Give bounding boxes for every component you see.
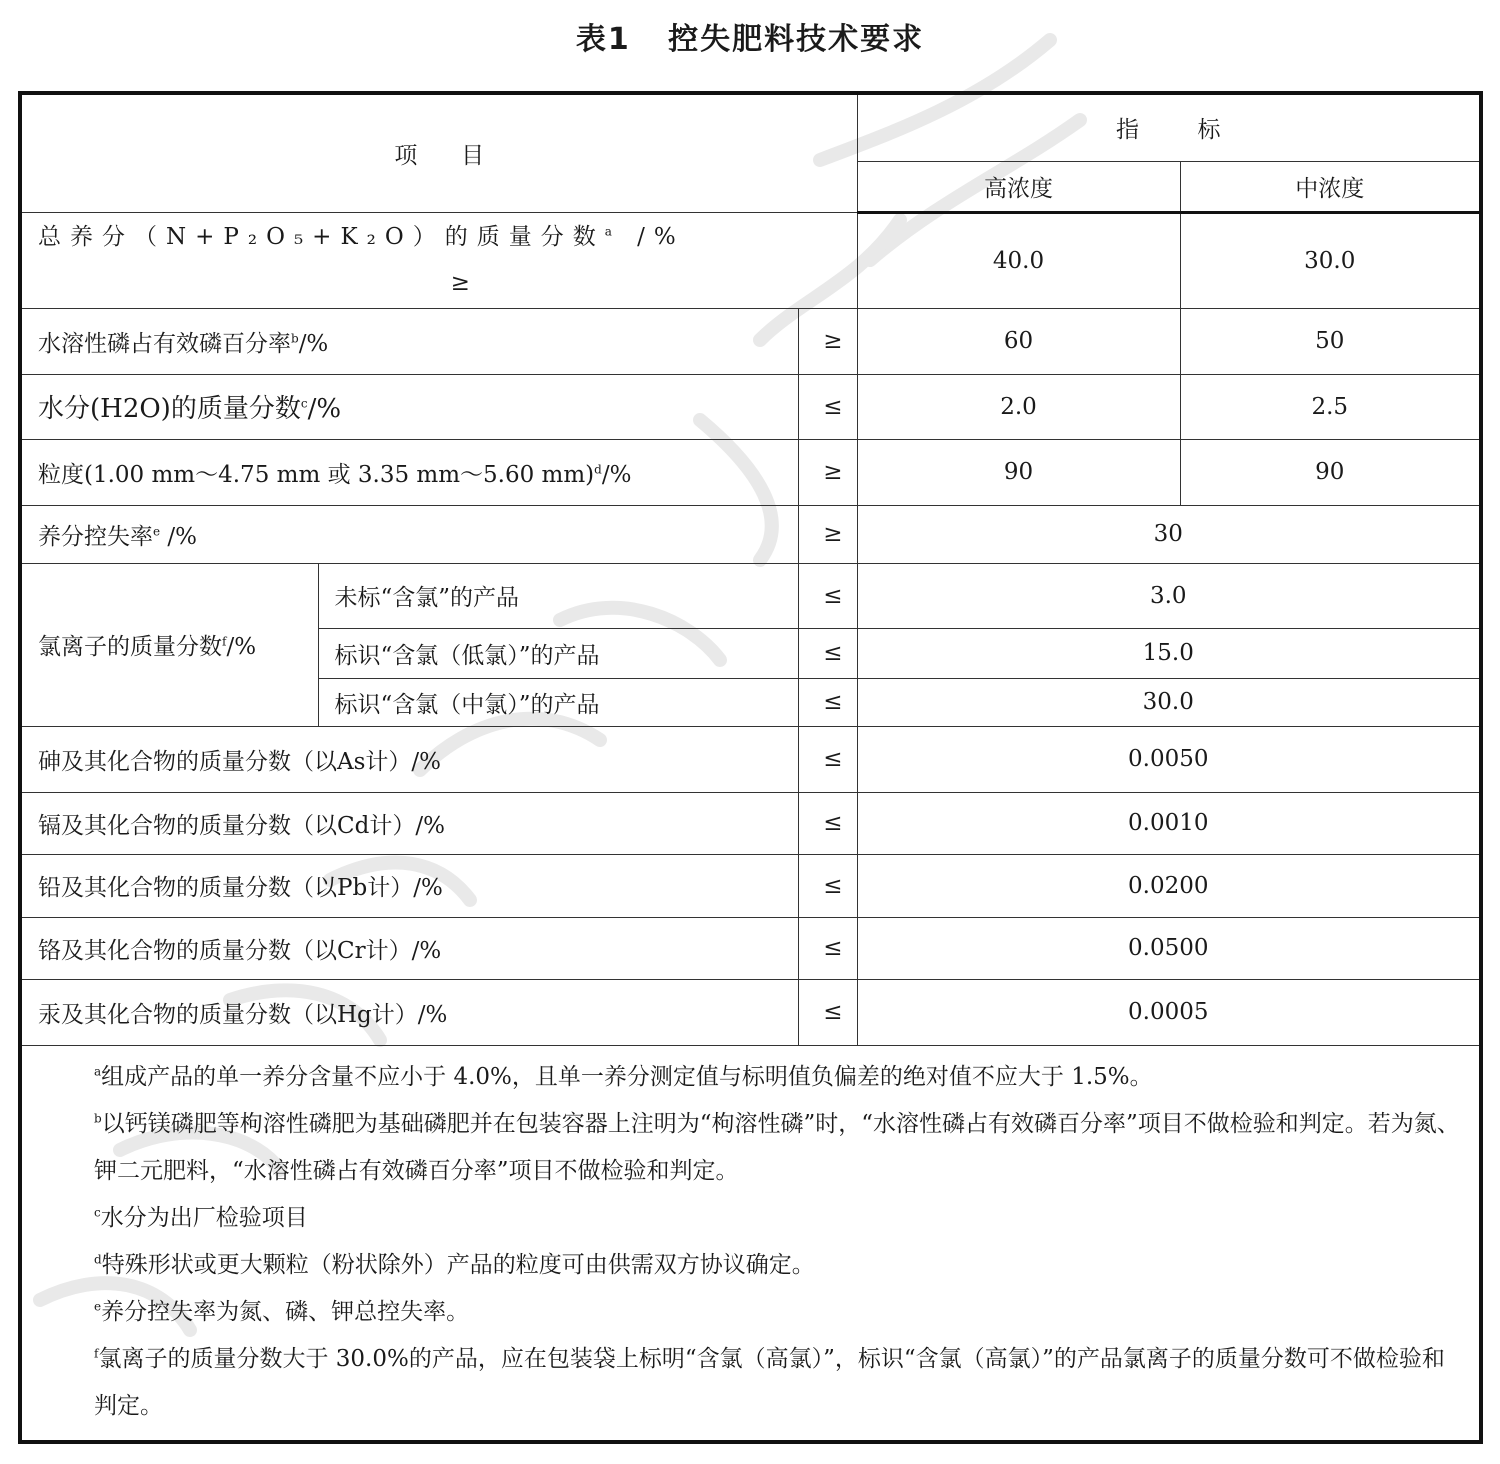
cell-mid: 30.0 bbox=[1180, 212, 1479, 308]
cell-value: 30 bbox=[857, 505, 1479, 563]
row-label-chromium: 铬及其化合物的质量分数（以Cr计）/% bbox=[22, 917, 798, 979]
symbol: ≤ bbox=[798, 792, 857, 854]
sub-label-low-chlorine: 标识“含氯（低氯）”的产品 bbox=[318, 628, 798, 678]
row-label-cadmium: 镉及其化合物的质量分数（以Cd计）/% bbox=[22, 792, 798, 854]
cell-high: 60 bbox=[857, 308, 1180, 374]
row-label-loss-control: 养分控失率$^e$ /% bbox=[22, 505, 798, 563]
row-label-water-soluble-p: 水溶性磷占有效磷百分率$^b$/% bbox=[22, 308, 798, 374]
symbol: ≤ bbox=[798, 917, 857, 979]
table-row bbox=[22, 308, 1479, 374]
spec-table-frame bbox=[18, 91, 1483, 1444]
symbol: ≤ bbox=[798, 678, 857, 726]
header-high-concentration: 高浓度 bbox=[857, 161, 1180, 212]
footnote-c: $^c$水分为出厂检验项目 bbox=[94, 1204, 308, 1231]
spec-table bbox=[22, 95, 1479, 1440]
footnote-d: $^d$特殊形状或更大颗粒（粉状除外）产品的粒度可由供需双方协议确定。 bbox=[94, 1251, 815, 1278]
footnote-f: $^f$氯离子的质量分数大于 30.0%的产品，应在包装袋上标明“含氯（高氯）”，标识“含氯（高氯）”的产品氯离子的质量分数可不做检验和判定。 bbox=[94, 1345, 1445, 1419]
header-item: 项 目 bbox=[22, 95, 857, 212]
table-row bbox=[22, 726, 1479, 792]
sub-label-no-chlorine: 未标“含氯”的产品 bbox=[318, 563, 798, 628]
footnote-b: $^b$以钙镁磷肥等枸溶性磷肥为基础磷肥并在包装容器上注明为“枸溶性磷”时，“水溶性磷占有效磷百分率”项目不做检验和判定。若为氮、钾二元肥料，“水溶性磷占有效磷百分率”项目不做检验和判定。 bbox=[94, 1110, 1460, 1184]
cell-high: 2.0 bbox=[857, 374, 1180, 439]
cell-value: 0.0010 bbox=[857, 792, 1479, 854]
cell-mid: 2.5 bbox=[1180, 374, 1479, 439]
cell-mid: 50 bbox=[1180, 308, 1479, 374]
table-row bbox=[22, 792, 1479, 854]
header-indicator: 指 标 bbox=[857, 95, 1479, 161]
symbol: ≤ bbox=[798, 726, 857, 792]
footnotes bbox=[22, 1045, 1479, 1440]
symbol: ≥ bbox=[798, 439, 857, 505]
cell-high: 40.0 bbox=[857, 212, 1180, 308]
row-label-particle-size: 粒度(1.00 mm～4.75 mm 或 3.35 mm～5.60 mm)$^d$/% bbox=[22, 439, 798, 505]
symbol: ≤ bbox=[798, 563, 857, 628]
table-title: 表1 控失肥料技术要求 bbox=[575, 22, 925, 57]
cell-value: 0.0200 bbox=[857, 854, 1479, 917]
symbol: ≤ bbox=[798, 374, 857, 439]
row-label-mercury: 汞及其化合物的质量分数（以Hg计）/% bbox=[22, 979, 798, 1045]
table-row bbox=[22, 854, 1479, 917]
footnote-a: $^a$组成产品的单一养分含量不应小于 4.0%，且单一养分测定值与标明值负偏差的绝对值不应大于 1.5%。 bbox=[94, 1063, 1153, 1090]
symbol: ≥ bbox=[798, 505, 857, 563]
cell-mid: 90 bbox=[1180, 439, 1479, 505]
table-row bbox=[22, 212, 1479, 308]
cell-high: 90 bbox=[857, 439, 1180, 505]
row-label-arsenic: 砷及其化合物的质量分数（以As计）/% bbox=[22, 726, 798, 792]
table-row bbox=[22, 563, 1479, 628]
cell-value: 3.0 bbox=[857, 563, 1479, 628]
cell-value: 0.0500 bbox=[857, 917, 1479, 979]
symbol: ≤ bbox=[798, 628, 857, 678]
table-row bbox=[22, 505, 1479, 563]
sub-label-mid-chlorine: 标识“含氯（中氯）”的产品 bbox=[318, 678, 798, 726]
cell-value: 0.0005 bbox=[857, 979, 1479, 1045]
cell-value: 15.0 bbox=[857, 628, 1479, 678]
row-label-lead: 铅及其化合物的质量分数（以Pb计）/% bbox=[22, 854, 798, 917]
cell-value: 0.0050 bbox=[857, 726, 1479, 792]
symbol: ≥ bbox=[798, 308, 857, 374]
row-label-moisture: 水分(H2O)的质量分数$^c$/% bbox=[22, 374, 798, 439]
row-label-chloride: 氯离子的质量分数$^f$/% bbox=[22, 563, 318, 726]
footnote-e: $^e$养分控失率为氮、磷、钾总控失率。 bbox=[94, 1298, 470, 1325]
table-row bbox=[22, 917, 1479, 979]
table-row bbox=[22, 374, 1479, 439]
notes-row bbox=[22, 1045, 1479, 1440]
symbol: ≤ bbox=[798, 854, 857, 917]
symbol: ≤ bbox=[798, 979, 857, 1045]
cell-value: 30.0 bbox=[857, 678, 1479, 726]
table-row bbox=[22, 979, 1479, 1045]
header-mid-concentration: 中浓度 bbox=[1180, 161, 1479, 212]
table-row bbox=[22, 439, 1479, 505]
row-label-total-nutrient: 总养分（N+P₂O₅+K₂O）的质量分数$^a$ /% ≥ bbox=[22, 212, 857, 308]
